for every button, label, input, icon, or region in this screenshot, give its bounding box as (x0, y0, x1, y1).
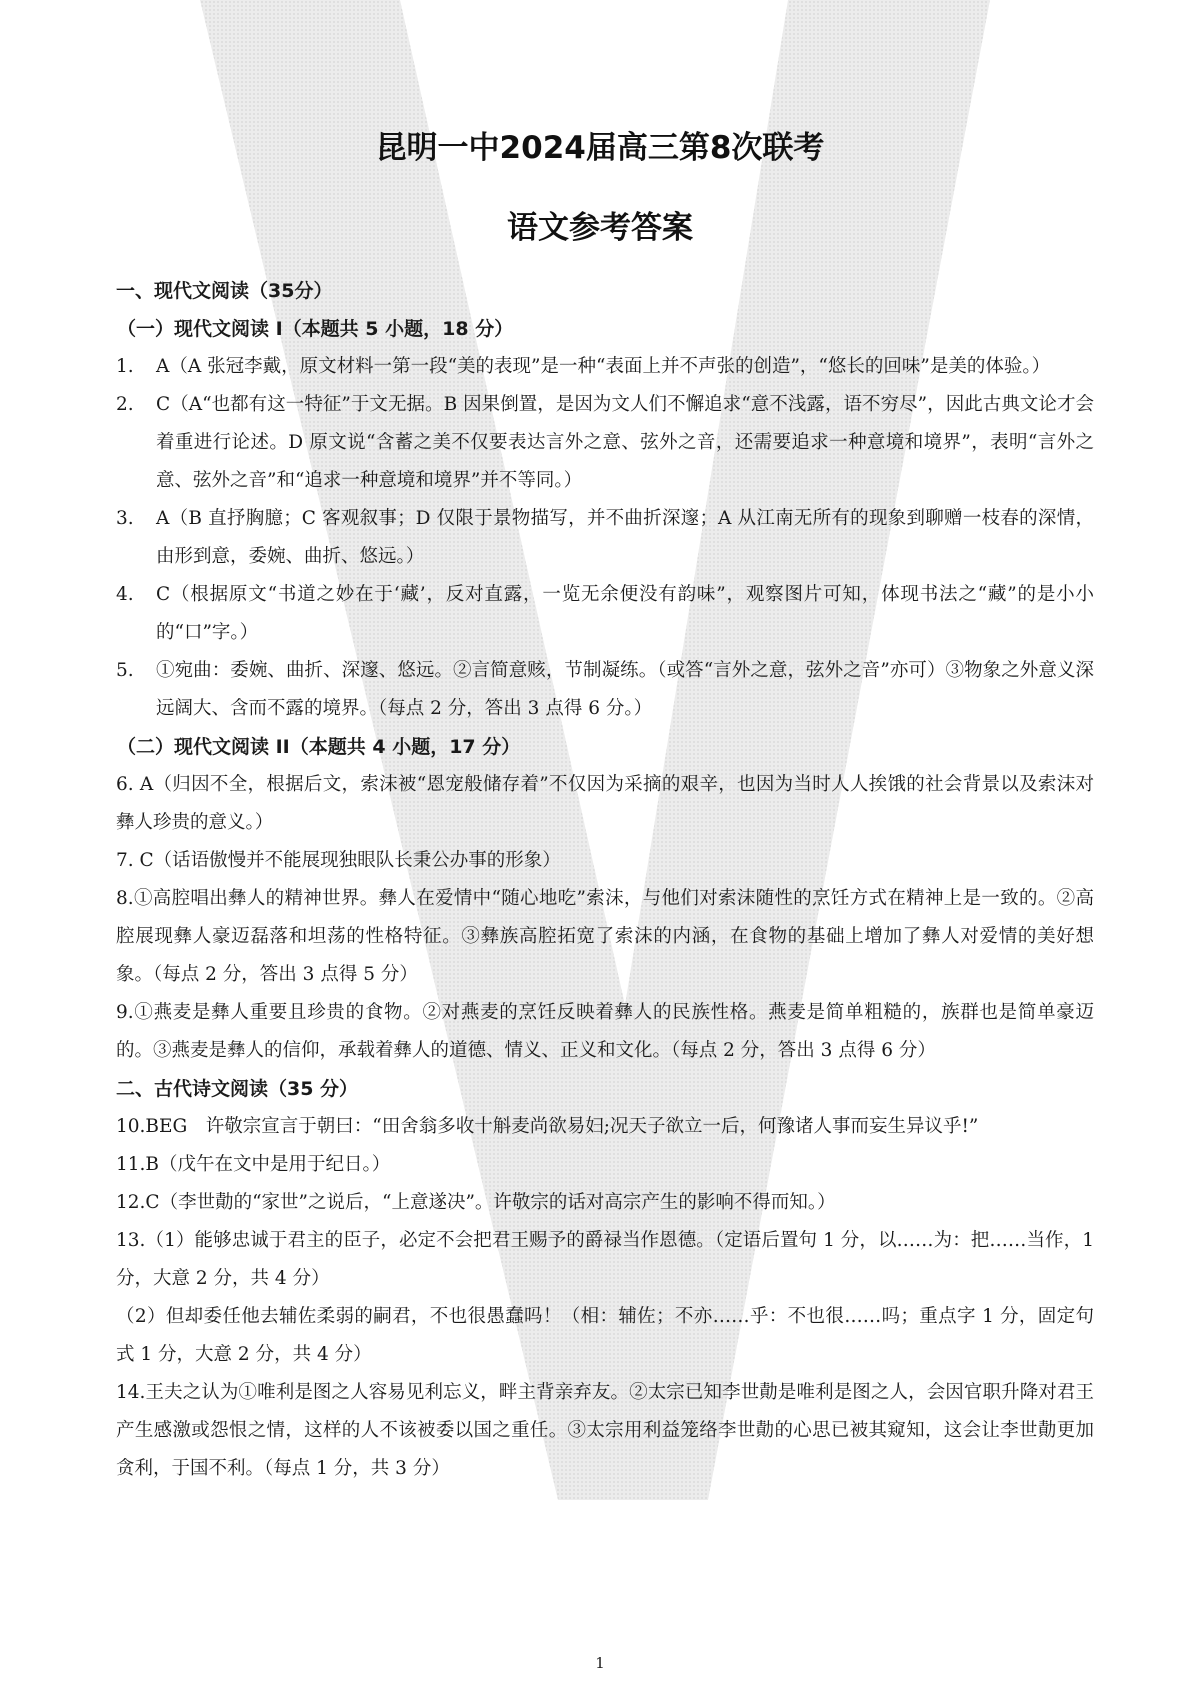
answer-paragraph: 9.①燕麦是彝人重要且珍贵的食物。②对燕麦的烹饪反映着彝人的民族性格。燕麦是简单粗糙的，族群也是简单豪迈的。③燕麦是彝人的信仰，承载着彝人的道德、情义、正义和文化。（每点 2 分，答出 3 点得 6 分） (116, 1002, 1094, 1061)
subsection-heading-reading-2: （二）现代文阅读 II（本题共 4 小题，17 分） (117, 736, 521, 758)
answer-number: 3. (116, 508, 134, 529)
answer-text: C（根据原文“书道之妙在于‘藏’，反对直露，一览无余便没有韵味”，观察图片可知，体现书法之“藏”的是小小的“口”字。） (156, 584, 1094, 643)
answer-item (116, 386, 1094, 500)
answer-paragraph: 12.C（李世勣的“家世”之说后，“上意遂决”。许敬宗的话对高宗产生的影响不得而知。） (116, 1192, 836, 1213)
answer-paragraph: 7. C（话语傲慢并不能展现独眼队长秉公办事的形象） (116, 850, 561, 871)
answer-content (116, 272, 1094, 1488)
subsection-heading-reading-1: （一）现代文阅读 I（本题共 5 小题，18 分） (117, 318, 514, 340)
page-title: 昆明一中2024届高三第8次联考 (375, 130, 825, 166)
section-heading-modern-reading: 一、现代文阅读（35分） (116, 280, 333, 302)
answer-paragraph: 8.①高腔唱出彝人的精神世界。彝人在爱情中“随心地吃”索沫，与他们对索沫随性的烹饪方式在精神上是一致的。②高腔展现彝人豪迈磊落和坦荡的性格特征。③彝族高腔拓宽了索沫的内涵，在食物的基础上增加了彝人对爱情的美好想象。（每点 2 分，答出 3 点得 5 分） (116, 888, 1094, 985)
answer-text: ①宛曲：委婉、曲折、深邃、悠远。②言简意赅，节制凝练。（或答“言外之意，弦外之音”亦可）③物象之外意义深远阔大、含而不露的境界。（每点 2 分，答出 3 点得 6 分。） (156, 660, 1094, 719)
answer-paragraph: 13.（1）能够忠诚于君主的臣子，必定不会把君王赐予的爵禄当作恩德。（定语后置句 1 分，以……为：把……当作，1 分，大意 2 分，共 4 分） (116, 1230, 1094, 1289)
answer-item (116, 576, 1094, 652)
answer-item (116, 348, 1094, 386)
answer-text: C（A“也都有这一特征”于文无据。B 因果倒置，是因为文人们不懈追求“意不浅露，语不穷尽”，因此古典文论才会着重进行论述。D 原文说“含蓄之美不仅要表达言外之意、弦外之音，还需要追求一种意境和境界”，表明“言外之意、弦外之音”和“追求一种意境和境界”并不等同。） (156, 394, 1094, 491)
section-heading-classical-reading: 二、古代诗文阅读（35 分） (116, 1078, 359, 1100)
answer-paragraph: 11.B（戊午在文中是用于纪日。） (116, 1154, 391, 1175)
answer-text: A（A 张冠李戴，原文材料一第一段“美的表现”是一种“表面上并不声张的创造”，“悠长的回味”是美的体验。） (156, 356, 1051, 377)
answer-number: 5. (116, 660, 134, 681)
answer-text: A（B 直抒胸臆；C 客观叙事；D 仅限于景物描写，并不曲折深邃；A 从江南无所有的现象到聊赠一枝春的深情，由形到意，委婉、曲折、悠远。） (156, 508, 1094, 567)
page-number: 1 (595, 1654, 605, 1672)
answer-item (116, 652, 1094, 728)
answer-paragraph: 14.王夫之认为①唯利是图之人容易见利忘义，畔主背亲弃友。②太宗已知李世勣是唯利是图之人，会因官职升降对君王产生感激或怨恨之情，这样的人不该被委以国之重任。③太宗用利益笼络李世勣的心思已被其窥知，这会让李世勣更加贪利，于国不利。（每点 1 分，共 3 分） (116, 1382, 1094, 1479)
answer-paragraph: （2）但却委任他去辅佐柔弱的嗣君，不也很愚蠢吗！（相：辅佐；不亦……乎：不也很……吗；重点字 1 分，固定句式 1 分，大意 2 分，共 4 分） (116, 1306, 1094, 1365)
answer-number: 4. (116, 584, 134, 605)
answer-number: 1. (116, 356, 134, 377)
answer-paragraph: 6. A（归因不全，根据后文，索沫被“恩宠般储存着”不仅因为采摘的艰辛，也因为当时人人挨饿的社会背景以及索沫对彝人珍贵的意义。） (116, 774, 1094, 833)
page-subtitle: 语文参考答案 (507, 210, 693, 246)
answer-item (116, 500, 1094, 576)
answer-number: 2. (116, 394, 134, 415)
answer-paragraph: 10.BEG 许敬宗宣言于朝曰：“田舍翁多收十斛麦尚欲易妇;况天子欲立一后，何豫诸人事而妄生异议乎!” (116, 1116, 979, 1137)
